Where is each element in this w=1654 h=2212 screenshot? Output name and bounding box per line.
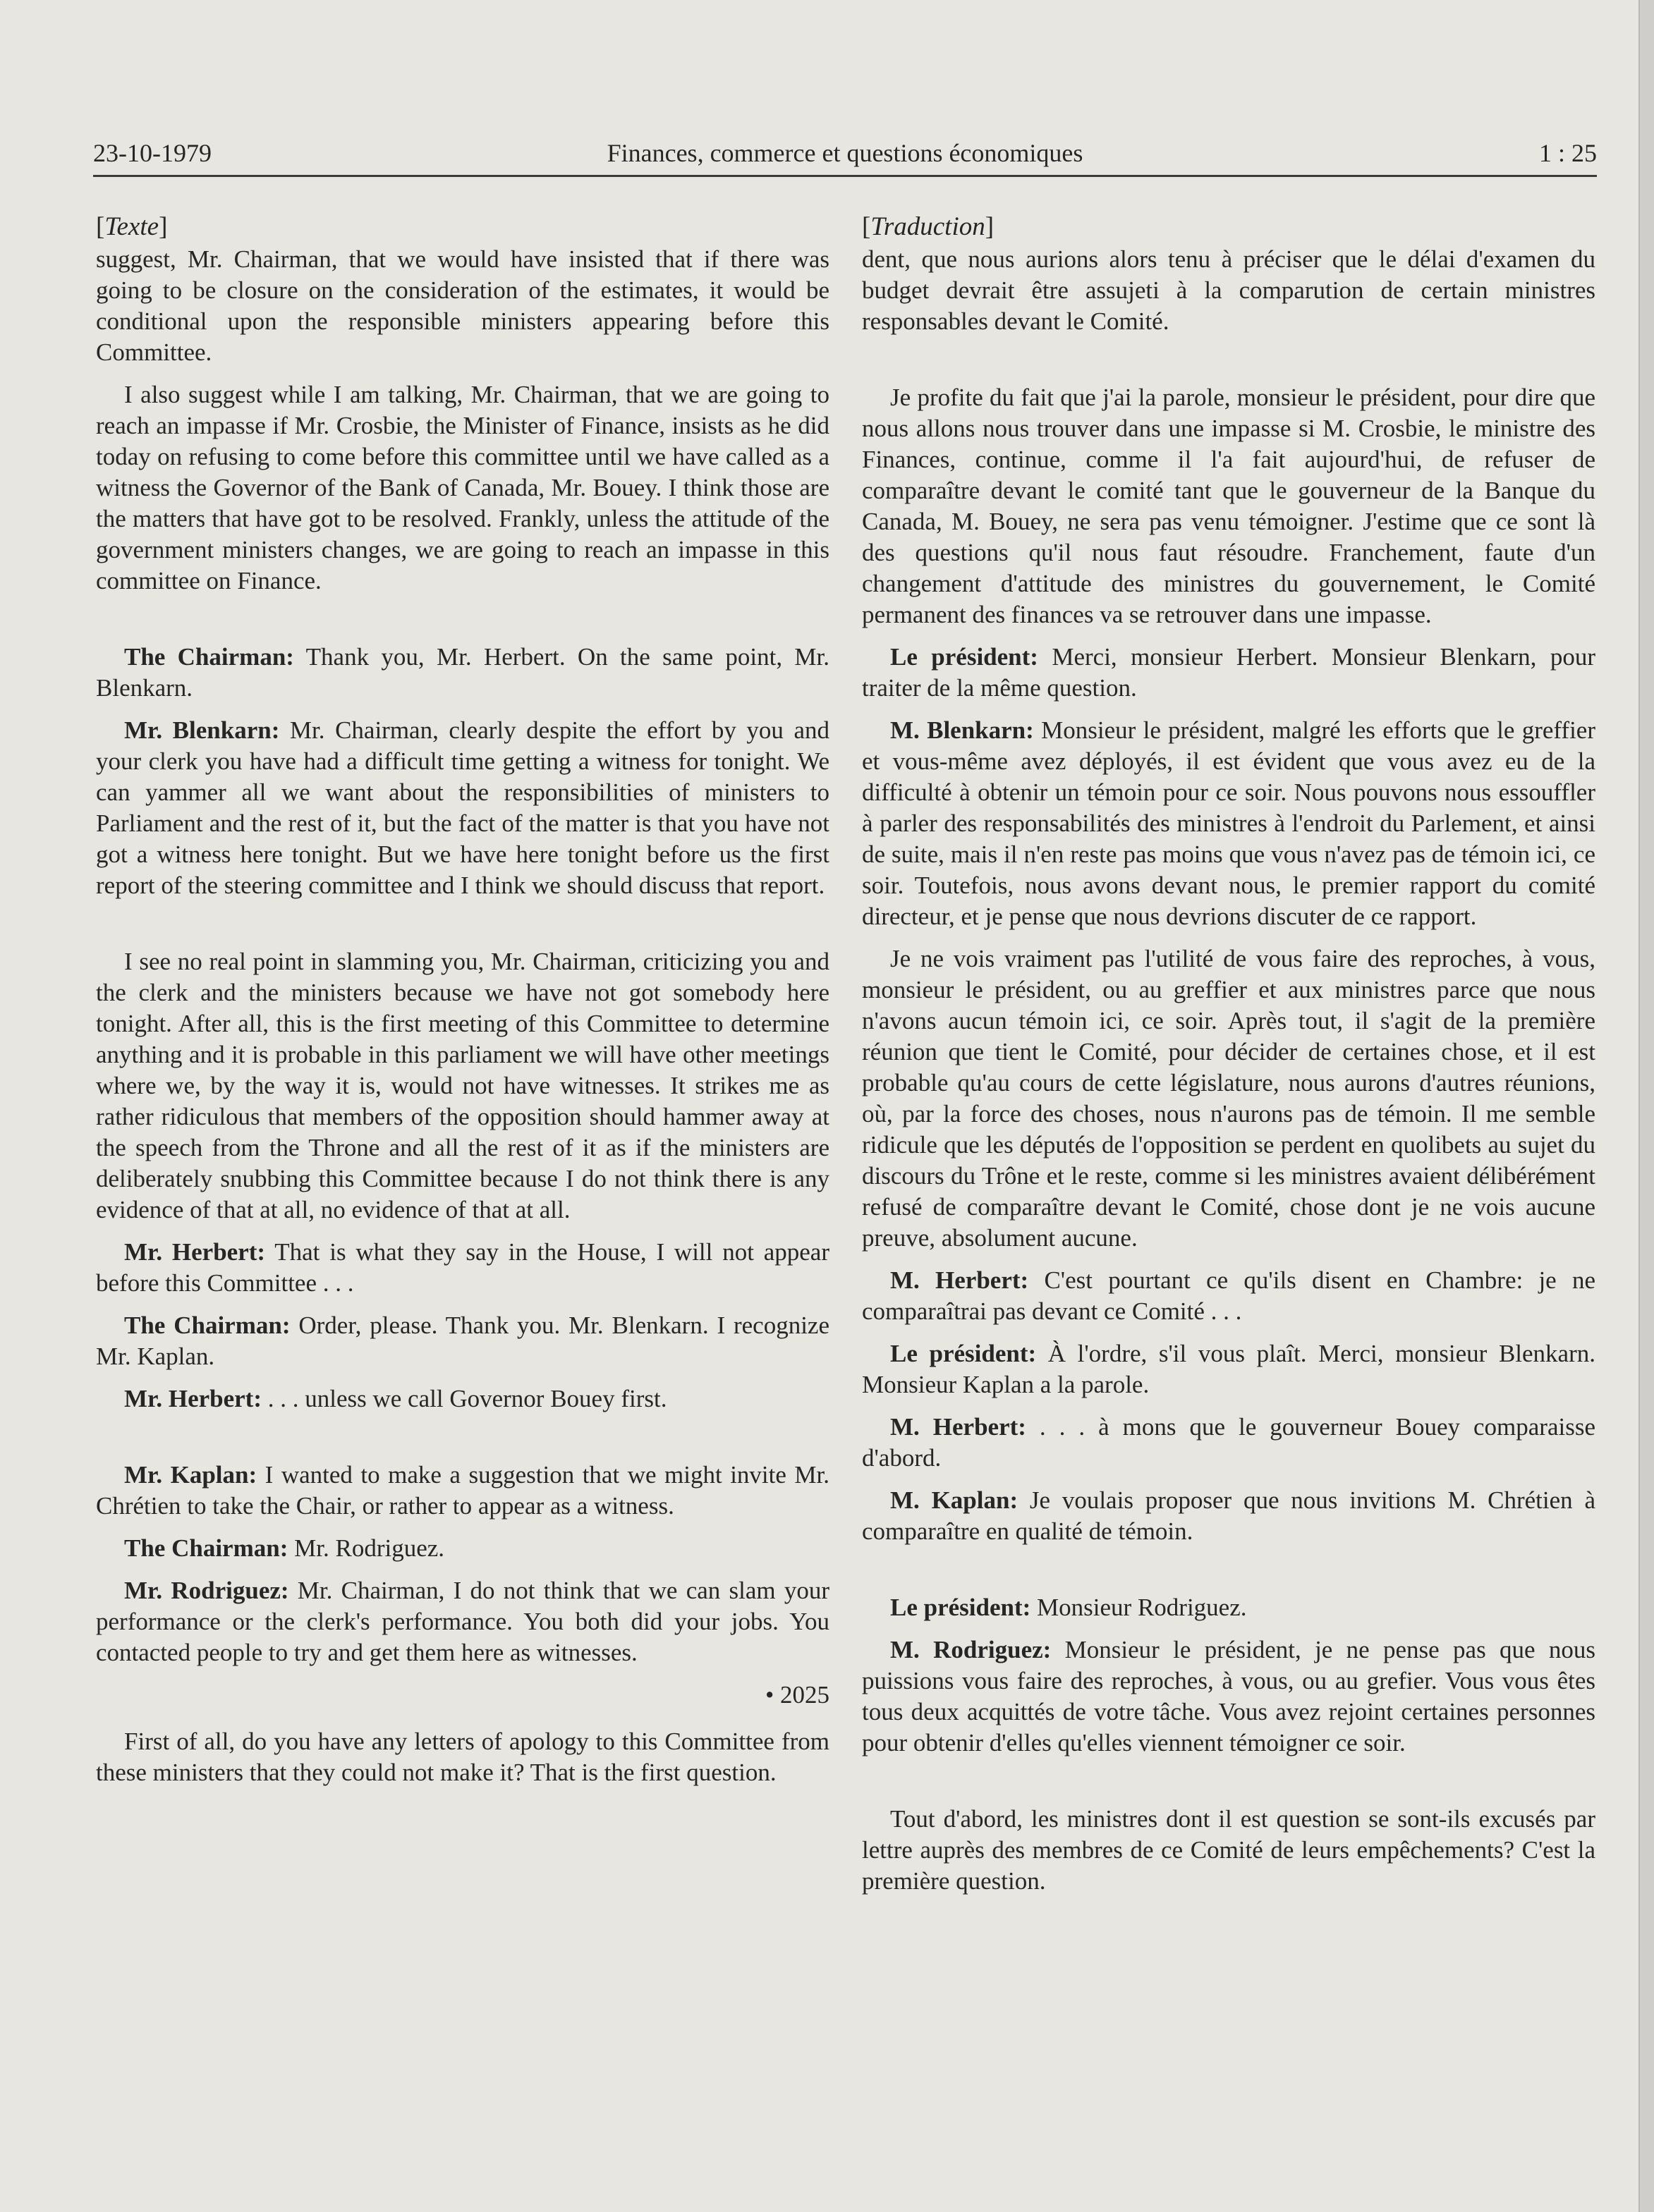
- speech-paragraph: Le président: Monsieur Rodriguez.: [890, 1594, 1247, 1621]
- speaker-name: The Chairman:: [124, 643, 294, 671]
- speaker-name: Le président:: [890, 1594, 1031, 1621]
- speaker-name: Mr. Kaplan:: [124, 1461, 257, 1489]
- paragraph: Je profite du fait que j'ai la parole, monsieur le président, pour dire que nous allons nous trouver dans une impasse si M. Crosbie, le ministre des Finances, continue, comme il l'a fait aujourd'hui, de refuser de comparaître devant le comité tant que le gouverneur de la Banque du Canada, M. Bouey, ne sera pas venu témoigner. J'estime que ce sont là des questions qu'il nous faut résoudre. Franchement, faute d'un changement d'attitude des ministres du gouvernement, le Comité permanent des finances va se retrouver dans une impasse.: [862, 384, 1595, 628]
- speaker-name: Le président:: [890, 643, 1038, 671]
- speech-paragraph: Mr. Rodriguez: Mr. Chairman, I do not think that we can slam your performance or the clerk's performance. You both did your jobs. You contacted people to try and get them here as witnesses.: [96, 1577, 830, 1666]
- page-edge: [1638, 0, 1654, 2212]
- speaker-name: Mr. Herbert:: [124, 1238, 266, 1266]
- speech-paragraph: M. Herbert: . . . à mons que le gouverneur Bouey comparaisse d'abord.: [862, 1413, 1595, 1472]
- speech-paragraph: Le président: À l'ordre, s'il vous plaît. Merci, monsieur Blenkarn. Monsieur Kaplan a la parole.: [862, 1340, 1595, 1398]
- speaker-name: The Chairman:: [124, 1312, 291, 1339]
- speaker-name: Mr. Blenkarn:: [124, 716, 280, 744]
- running-header: [93, 133, 1597, 177]
- paragraph: First of all, do you have any letters of apology to this Committee from these ministers that they could not make it? That is the first question.: [96, 1728, 829, 1786]
- paragraph: Je ne vois vraiment pas l'utilité de vous faire des reproches, à vous, monsieur le président, ou au greffier et aux ministres parce que nous n'avons aucun témoin ici, ce soir. Après tout, il s'agit de la première réunion que tient le Comité, pour décider de certaines chose, et il est probable qu'au cours de cette législature, nous aurons d'autres réunions, où, par la force des choses, nous n'aurons pas de témoin. Il me semble ridicule que les députés de l'opposition se perdent en quolibets au sujet du discours du Trône et le reste, comme si les ministres avaient délibérément refusé de comparaître devant le Comité, chose dont je ne vois aucune preuve, absolument aucune.: [862, 945, 1595, 1252]
- header-page-number: 1 : 25: [1538, 139, 1597, 167]
- paragraph: Tout d'abord, les ministres dont il est question se sont-ils excusés par lettre auprès des membres de ce Comité de leurs empêchements? C'est la première question.: [862, 1805, 1595, 1895]
- speech-paragraph: Mr. Blenkarn: Mr. Chairman, clearly despite the effort by you and your clerk you have had a difficult time getting a witness for tonight. We can yammer all we want about the responsibilities of ministers to Parliament and the rest of it, but the fact of the matter is that you have not got a witness here tonight. But we have here tonight before us the first report of the steering committee and I think we should discuss that report.: [96, 716, 830, 899]
- translation-tag: [Traduction]: [862, 212, 995, 241]
- paragraph: suggest, Mr. Chairman, that we would have insisted that if there was going to be closure on the consideration of the estimates, it would be conditional upon the responsible ministers appearing before this Committee.: [96, 245, 829, 366]
- time-marker: • 2025: [765, 1681, 829, 1709]
- speaker-name: Le président:: [890, 1340, 1037, 1367]
- paragraph: I also suggest while I am talking, Mr. Chairman, that we are going to reach an impasse if Mr. Crosbie, the Minister of Finance, insists as he did today on refusing to come before this committee until we have called as a witness the Governor of the Bank of Canada, Mr. Bouey. I think those are the matters that have got to be resolved. Frankly, unless the attitude of the government ministers changes, we are going to reach an impasse in this committee on Finance.: [96, 381, 829, 594]
- speech-paragraph: The Chairman: Order, please. Thank you. Mr. Blenkarn. I recognize Mr. Kaplan.: [96, 1312, 829, 1370]
- speaker-name: M. Herbert:: [890, 1413, 1026, 1441]
- speaker-name: M. Kaplan:: [890, 1486, 1018, 1514]
- speech-paragraph: Mr. Herbert: That is what they say in the House, I will not appear before this Committee . . .: [96, 1238, 829, 1297]
- speaker-name: M. Herbert:: [890, 1266, 1029, 1294]
- speech-paragraph: The Chairman: Mr. Rodriguez.: [124, 1534, 445, 1562]
- speaker-name: M. Rodriguez:: [890, 1636, 1052, 1663]
- text-tag: [Texte]: [96, 212, 168, 241]
- speech-paragraph: Mr. Herbert: . . . unless we call Governor Bouey first.: [124, 1385, 667, 1412]
- paragraph: dent, que nous aurions alors tenu à préciser que le délai d'examen du budget devrait être assujeti à la comparution de certain ministres responsables devant le Comité.: [862, 245, 1595, 335]
- speaker-name: Mr. Herbert:: [124, 1385, 262, 1412]
- speaker-name: The Chairman:: [124, 1534, 288, 1562]
- paragraph: I see no real point in slamming you, Mr. Chairman, criticizing you and the clerk and the ministers because we have not got somebody here tonight. After all, this is the first meeting of this Committee to determine anything and it is probable in this parliament we will have other meetings where we, by the way it is, would not have witnesses. It strikes me as rather ridiculous that members of the opposition should hammer away at the speech from the Throne and all the rest of it as if the ministers are deliberately snubbing this Committee because I do not think there is any evidence of that at all, no evidence of that at all.: [96, 948, 829, 1223]
- speech-paragraph: Le président: Merci, monsieur Herbert. Monsieur Blenkarn, pour traiter de la même question.: [862, 643, 1595, 702]
- speaker-name: M. Blenkarn:: [890, 716, 1034, 744]
- header-title: Finances, commerce et questions économiques: [607, 139, 1083, 167]
- speech-paragraph: M. Rodriguez: Monsieur le président, je ne pense pas que nous puissions vous faire des reproches, à vous, ou au grefier. Vous vous êtes tous deux acquittés de votre tâche. Vous avez rejoint certaines personnes pour obtenir d'elles qu'elles viennent témoigner ce soir.: [862, 1636, 1595, 1756]
- speech-paragraph: The Chairman: Thank you, Mr. Herbert. On the same point, Mr. Blenkarn.: [96, 643, 830, 702]
- speech-paragraph: M. Blenkarn: Monsieur le président, malgré les efforts que le greffier et vous-même avez déployés, il est évident que vous avez eu de la difficulté à obtenir un témoin pour ce soir. Nous pouvons nous essouffler à parler des responsabilités des ministres à l'endroit du Parlement, et ainsi de suite, mais il n'en reste pas moins que vous n'avez pas de témoin ici, ce soir. Toutefois, nous avons devant nous, le premier rapport du comité directeur, et je pense que nous devrions discuter de ce rapport.: [862, 716, 1595, 930]
- english-column: [96, 212, 829, 1799]
- speaker-name: Mr. Rodriguez:: [124, 1577, 289, 1604]
- french-column: [862, 212, 1595, 1908]
- speech-paragraph: M. Kaplan: Je voulais proposer que nous invitions M. Chrétien à comparaître en qualité de témoin.: [862, 1486, 1595, 1545]
- header-date: 23-10-1979: [93, 139, 212, 167]
- speech-paragraph: Mr. Kaplan: I wanted to make a suggestion that we might invite Mr. Chrétien to take the Chair, or rather to appear as a witness.: [96, 1461, 829, 1520]
- speech-paragraph: M. Herbert: C'est pourtant ce qu'ils disent en Chambre: je ne comparaîtrai pas devant ce Comité . . .: [862, 1266, 1595, 1325]
